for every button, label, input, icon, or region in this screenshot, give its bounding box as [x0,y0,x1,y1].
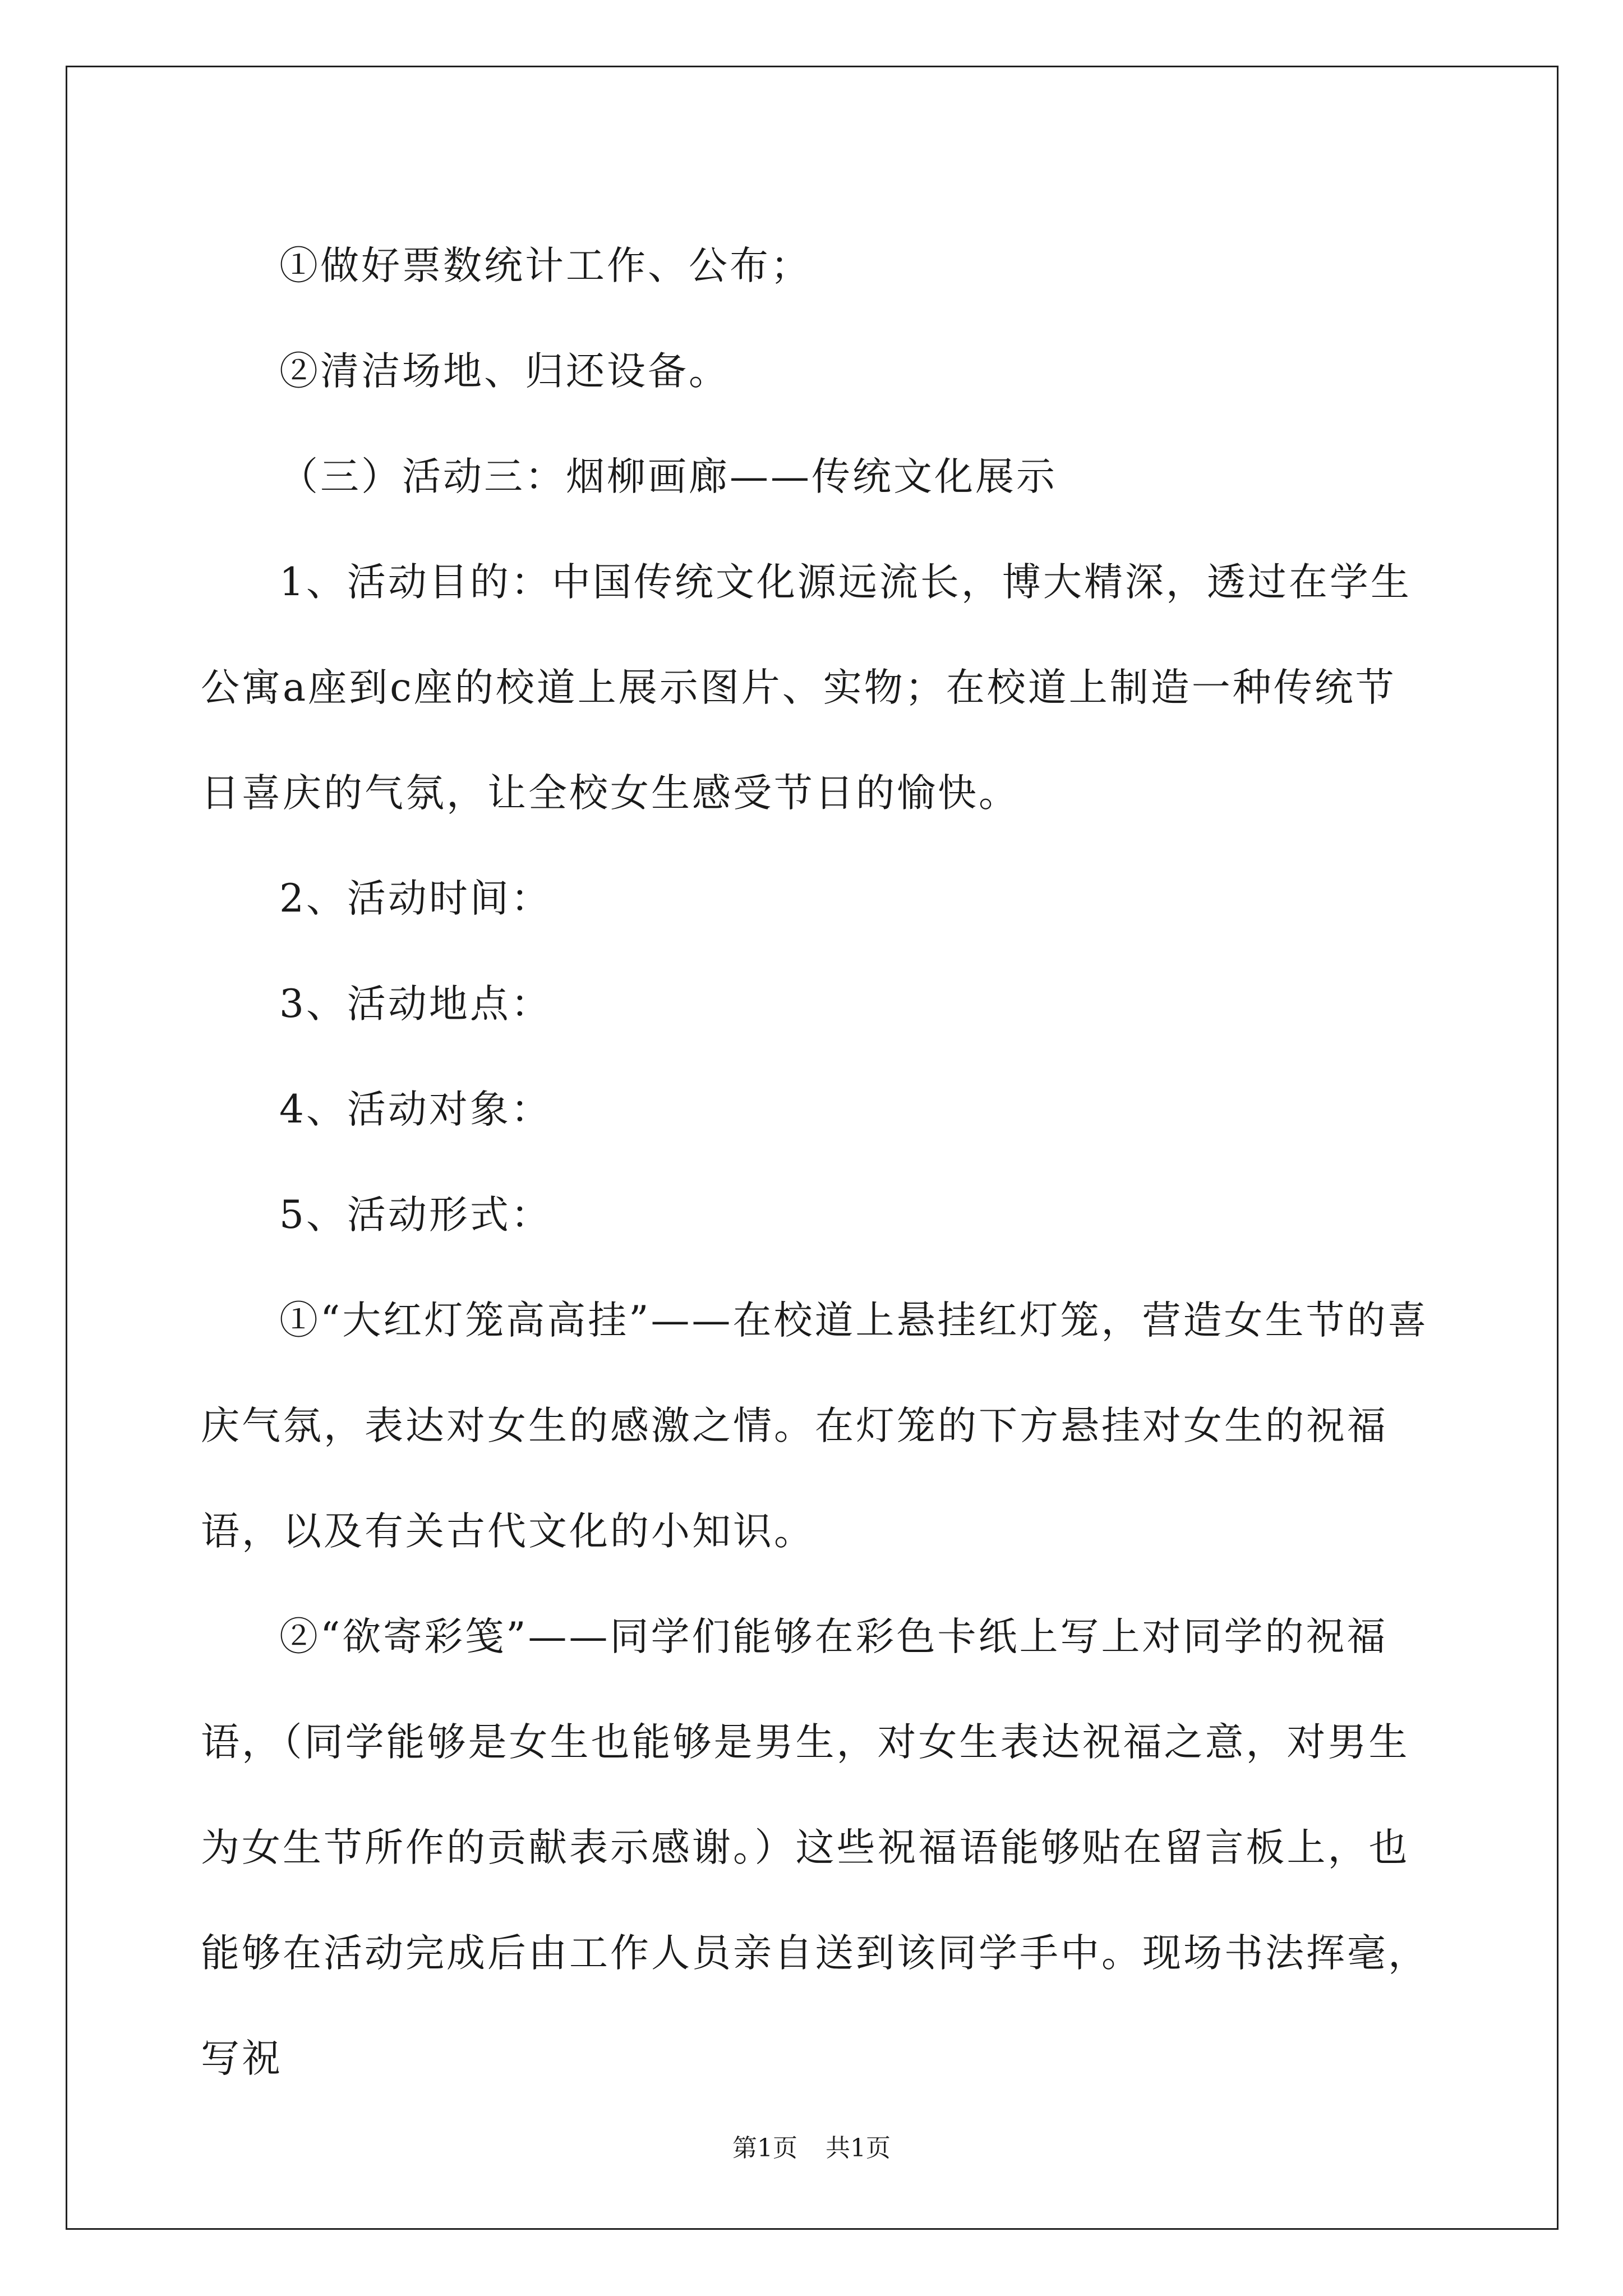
paragraph: 1、活动目的：中国传统文化源远流长，博大精深，透过在学生公寓a座到c座的校道上展示图片、实物；在校道上制造一种传统节日喜庆的气氛，让全校女生感受节日的愉快。 [201,560,1412,816]
paragraph: 2、活动时间： [279,876,552,921]
page-number: 第1页 [732,2134,797,2162]
paragraph: 4、活动对象： [279,1087,552,1132]
paragraph: ②清洁场地、归还设备。 [279,349,730,394]
paragraph: 3、活动地点： [279,982,552,1027]
paragraph: ①做好票数统计工作、公布； [279,243,811,288]
document-body [201,213,1429,2111]
page-total: 共1页 [826,2134,891,2162]
section-heading: （三）活动三：烟柳画廊——传统文化展示 [279,454,1057,499]
paragraph: ②“欲寄彩笺”——同学们能够在彩色卡纸上写上对同学的祝福语，（同学能够是女生也能够是男生，对女生表达祝福之意，对男生为女生节所作的贡献表示感谢。）这些祝福语能够贴在留言板上，也能够在活动完成后由工作人员亲自送到该同学手中。现场书法挥毫，写祝 [201,1614,1429,2081]
paragraph: ①“大红灯笼高高挂”——在校道上悬挂红灯笼，营造女生节的喜庆气氛，表达对女生的感激之情。在灯笼的下方悬挂对女生的祝福语，以及有关古代文化的小知识。 [201,1298,1429,1554]
page-footer [0,2132,1623,2165]
paragraph: 5、活动形式： [279,1193,552,1237]
